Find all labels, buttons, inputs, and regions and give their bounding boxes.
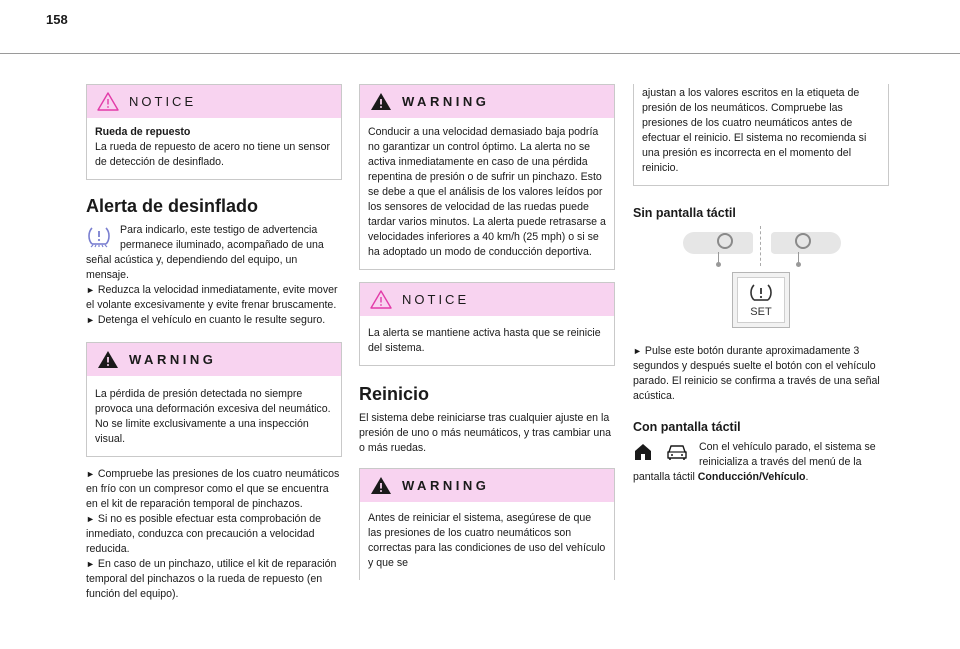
warning-triangle-icon: [370, 476, 392, 495]
set-button-diagram: [633, 226, 889, 336]
warning-header: [87, 343, 341, 376]
warning-text: La pérdida de presión detectada no siempre provoca una deformación excesiva del neumático. No se limite exclusivamente a una inspección visual.: [95, 388, 331, 445]
column-1: [86, 84, 342, 602]
touchscreen-instructions: [633, 440, 889, 485]
divider-line: [760, 226, 762, 266]
section-heading-reset: Reinicio: [359, 384, 430, 404]
warning-box-pressure-loss: [86, 342, 342, 457]
vehicle-icon: [665, 442, 689, 462]
arrow-bullet-icon: ►: [633, 346, 642, 356]
warning-text: Antes de reiniciar el sistema, asegúrese de que las presiones de los cuatro neumáticos son correctas para las condiciones de uso del vehículo y que se: [368, 512, 606, 569]
arrow-bullet-icon: ►: [86, 514, 95, 524]
page-number: 158: [46, 12, 68, 27]
warning-box-low-speed: [359, 84, 615, 270]
tyre-pressure-icon: [748, 283, 774, 305]
arrow-bullet-icon: ►: [86, 315, 95, 325]
column-3: [633, 84, 889, 485]
home-icon: [633, 442, 653, 462]
warning-box-before-reset: [359, 468, 615, 580]
set-instructions: [633, 344, 889, 404]
notice-header: [360, 283, 614, 316]
intro-text: Para indicarlo, este testigo de advertencia permanece iluminado, acompañado de una señal acústica y, dependiendo del equipo, un mensaje.: [86, 224, 324, 281]
warning-triangle-icon: [97, 350, 119, 369]
warning-text-continued: ajustan a los valores escritos en la etiqueta de presión de los neumáticos. Compruebe las presiones de los cuatro neumáticos antes de efectuar el reinicio. El sistema no recomienda si una presión es incorrecta en el momento del reinicio.: [642, 87, 867, 174]
set-button: [732, 272, 790, 328]
notice-label: NOTICE: [129, 94, 197, 109]
bullet-item: ► En caso de un pinchazo, utilice el kit de reparación temporal del pinchazos o la rueda de repuesto (en función del equipo).: [86, 558, 337, 600]
warning-text: Conducir a una velocidad demasiado baja podría no garantizar un control óptimo. La alerta no se activa inmediatamente en caso de una pérdida repentina de presión o de sufrir un pinchazo. Esto se debe a que el análisis de los valores leídos por los sensores de velocidad de las ruedas puede tardar varios minutos. La alerta puede retrasarse a velocidades inferiores a 40 km/h (25 mph) o si se ha adoptado un modo de conducción deportiva.: [368, 126, 606, 258]
steering-wheel-icon: [795, 233, 811, 249]
set-button-label: SET: [750, 306, 772, 318]
warning-label: WARNING: [402, 478, 490, 493]
warning-header: [360, 469, 614, 502]
check-steps: [86, 467, 342, 602]
notice-title: Rueda de repuesto: [95, 126, 191, 138]
touchscreen-text: Con el vehículo parado, el sistema se reinicializa a través del menú de la pantalla táctil Conducción/Vehículo.: [633, 441, 876, 483]
steering-wheel-icon: [717, 233, 733, 249]
notice-triangle-icon: [97, 92, 119, 111]
tyre-pressure-warning-icon: [86, 225, 112, 249]
arrow-bullet-icon: ►: [86, 469, 95, 479]
notice-box-alert-active: [359, 282, 615, 366]
column-2: [359, 84, 615, 590]
warning-header: [360, 85, 614, 118]
notice-header: [87, 85, 341, 118]
dashboard-left-illustration: [683, 232, 753, 254]
notice-text: La rueda de repuesto de acero no tiene un sensor de detección de desinflado.: [95, 141, 330, 168]
bullet-item: ► Compruebe las presiones de los cuatro neumáticos en frío con un compresor como el que se encuentra en el kit de reparación temporal de pinchazos.: [86, 468, 340, 510]
bullet-item: ► Pulse este botón durante aproximadamente 3 segundos y después suelte el botón con el vehículo parado. El reinicio se confirma a través de una señal acústica.: [633, 345, 880, 402]
notice-label: NOTICE: [402, 292, 470, 307]
notice-triangle-icon: [370, 290, 392, 309]
arrow-bullet-icon: ►: [86, 285, 95, 295]
bullet-item: ► Si no es posible efectuar esta comprobación de inmediato, conduzca con precaución a velocidad reducida.: [86, 513, 322, 555]
warning-box-continued: [633, 84, 889, 186]
reset-paragraph: El sistema debe reiniciarse tras cualquier ajuste en la presión de uno o más neumáticos, y tras cambiar una o más ruedas.: [359, 412, 612, 454]
location-pin-icon: [798, 252, 799, 264]
subheading-without-touchscreen: Sin pantalla táctil: [633, 206, 736, 220]
deflation-intro: [86, 223, 342, 328]
dashboard-right-illustration: [771, 232, 841, 254]
section-heading-deflation-alert: Alerta de desinflado: [86, 196, 259, 216]
touchscreen-icons: [633, 442, 689, 462]
location-pin-icon: [718, 252, 719, 264]
notice-box-spare-wheel: [86, 84, 342, 180]
header-rule: [0, 53, 960, 54]
subheading-with-touchscreen: Con pantalla táctil: [633, 420, 741, 434]
arrow-bullet-icon: ►: [86, 559, 95, 569]
warning-label: WARNING: [402, 94, 490, 109]
warning-label: WARNING: [129, 352, 217, 367]
warning-triangle-icon: [370, 92, 392, 111]
bullet-item: ► Detenga el vehículo en cuanto le resulte seguro.: [86, 314, 326, 326]
bullet-item: ► Reduzca la velocidad inmediatamente, evite mover el volante excesivamente y evite frenar bruscamente.: [86, 284, 338, 311]
notice-text: La alerta se mantiene activa hasta que se reinicie del sistema.: [368, 327, 601, 354]
menu-path: Conducción/Vehículo: [697, 471, 806, 483]
